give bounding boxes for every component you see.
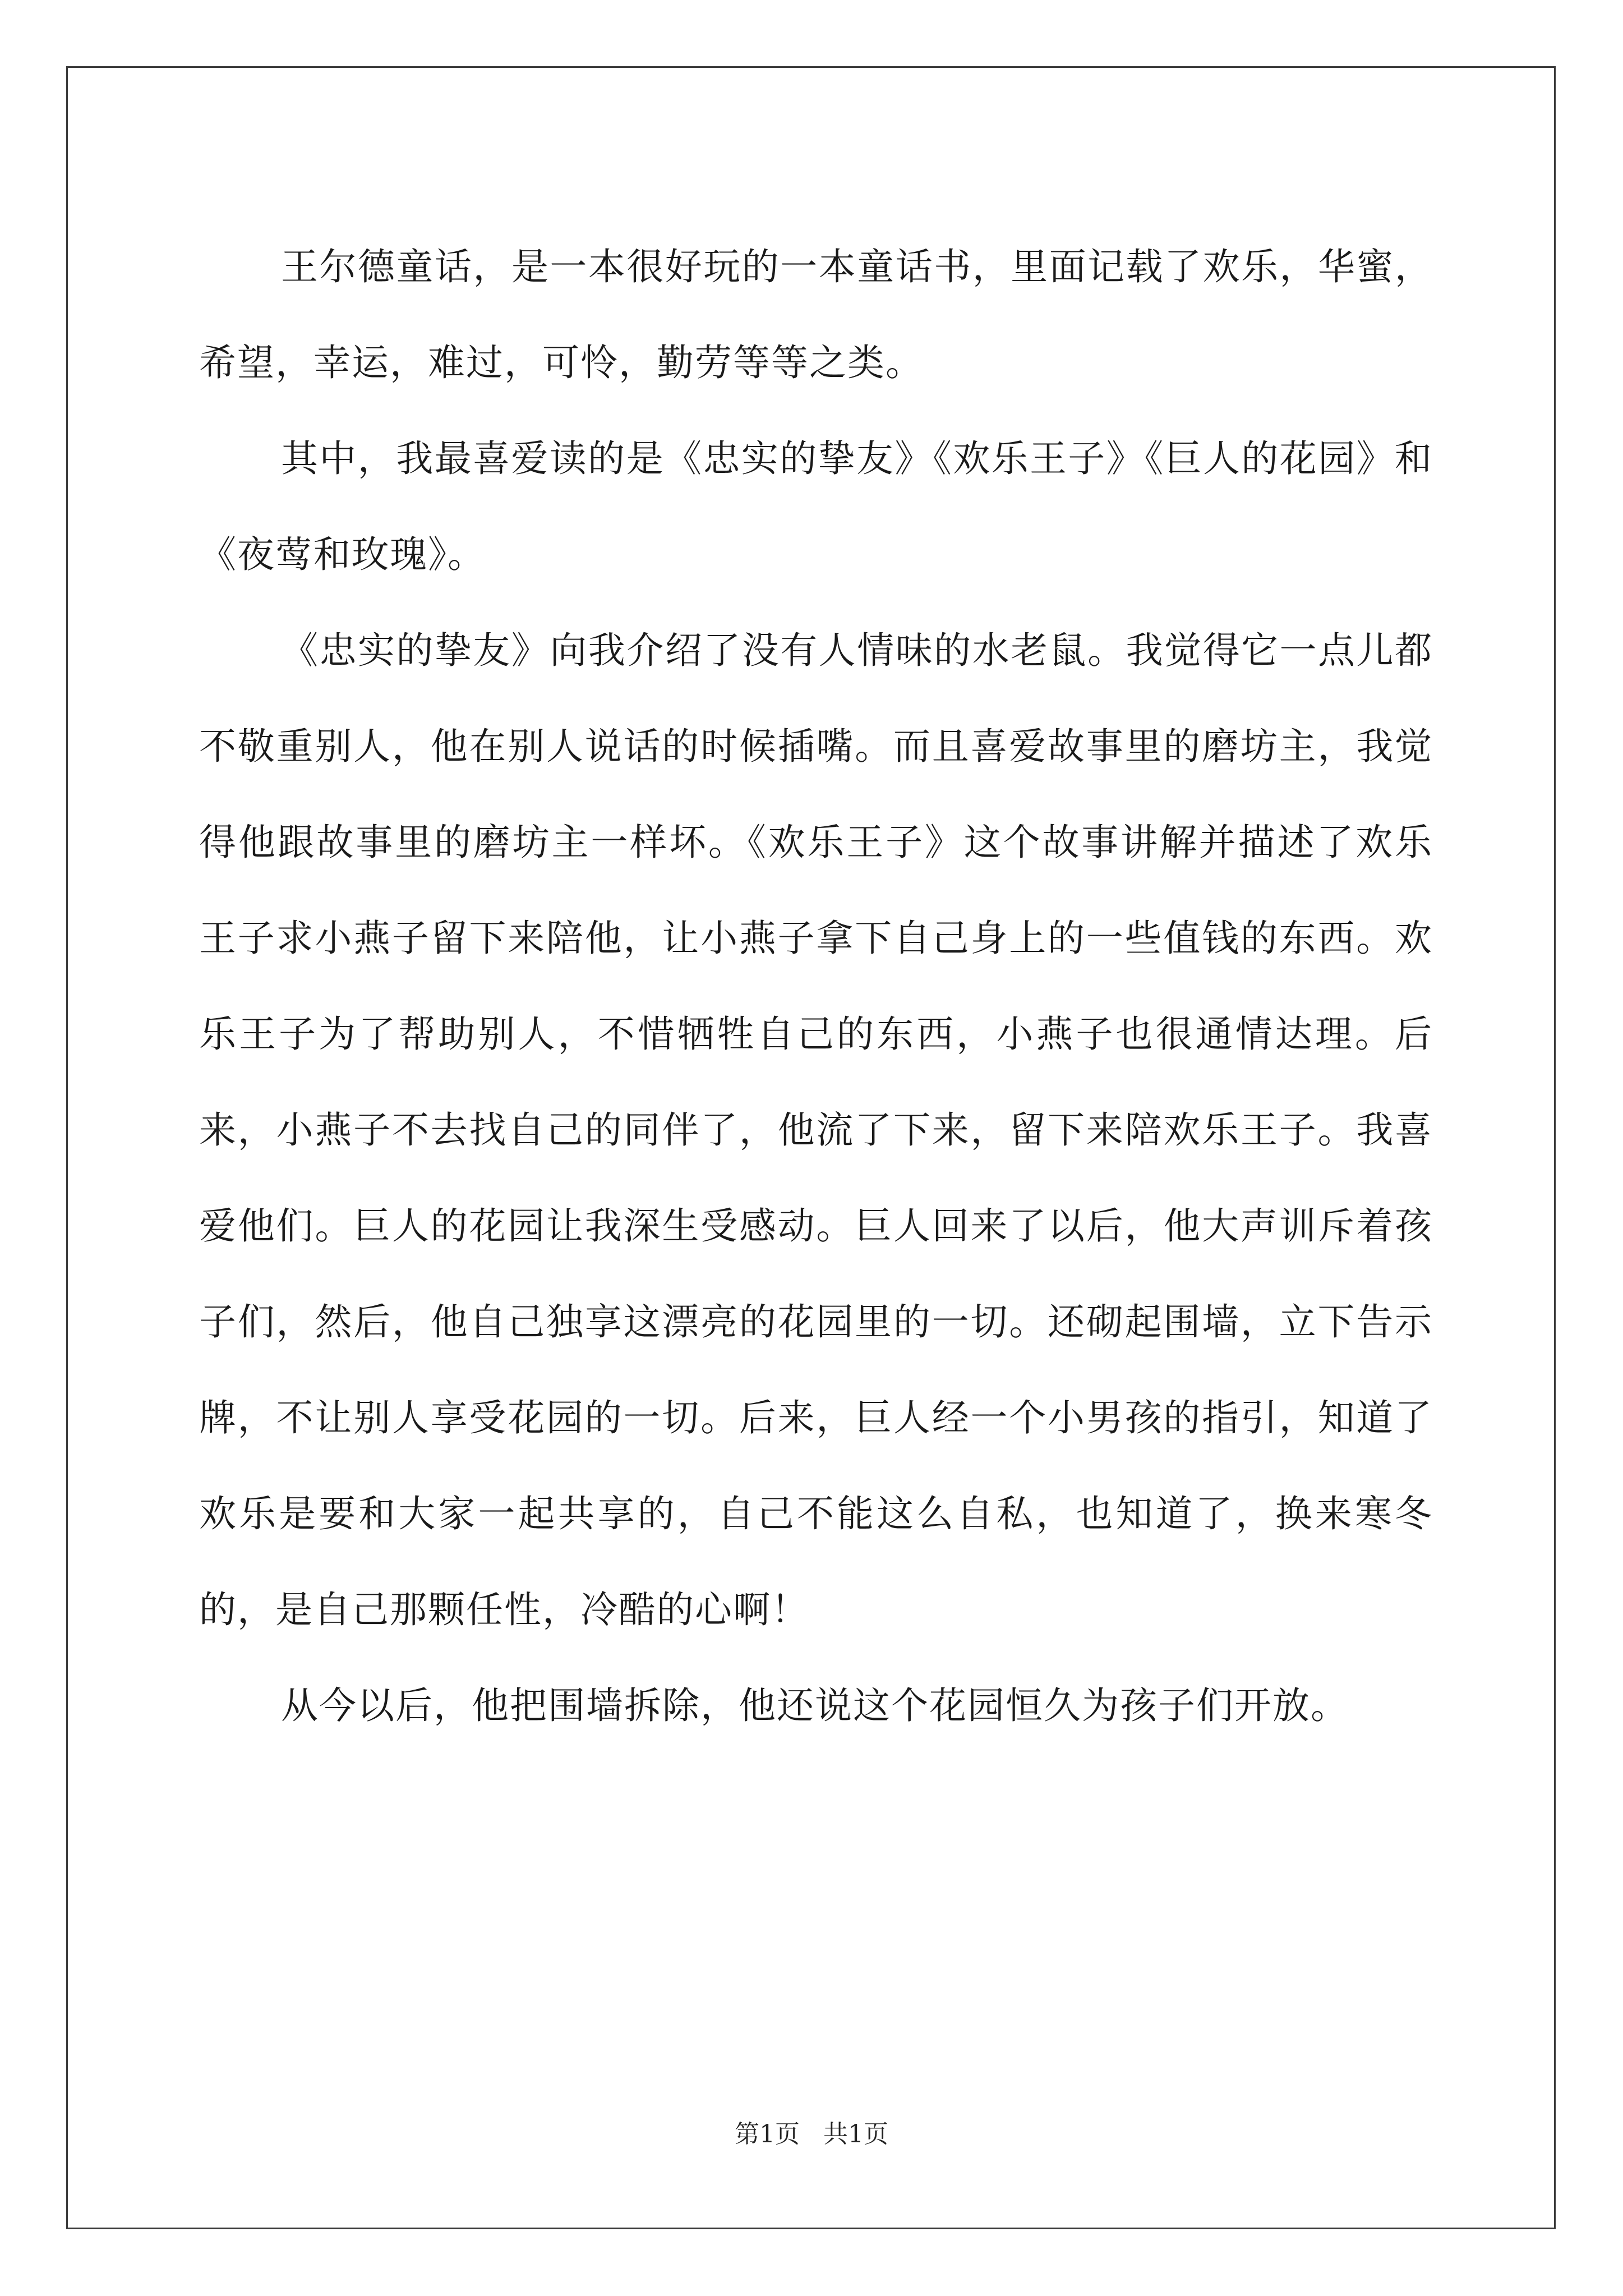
paragraph-conclusion: 从今以后，他把围墙拆除，他还说这个花园恒久为孩子们开放。 — [281, 1684, 1349, 1727]
paragraph-intro: 王尔德童话，是一本很好玩的一本童话书，里面记载了欢乐，华蜜，希望，幸运，难过，可怜，勤劳等等之类。 — [199, 245, 1433, 384]
page-number-total: 共1页 — [823, 2120, 888, 2148]
paragraph-favorites: 其中，我最喜爱读的是《忠实的挚友》《欢乐王子》《巨人的花园》和《夜莺和玫瑰》。 — [199, 437, 1433, 576]
page-footer — [0, 2118, 1623, 2151]
document-body — [199, 219, 1433, 1754]
page-number-current: 第1页 — [735, 2120, 800, 2148]
paragraph-stories: 《忠实的挚友》向我介绍了没有人情味的水老鼠。我觉得它一点儿都不敬重别人，他在别人说话的时候插嘴。而且喜爱故事里的磨坊主，我觉得他跟故事里的磨坊主一样坏。《欢乐王子》这个故事讲解并描述了欢乐王子求小燕子留下来陪他，让小燕子拿下自己身上的一些值钱的东西。欢乐王子为了帮助别人，不惜牺牲自己的东西，小燕子也很通情达理。后来，小燕子不去找自己的同伴了，他流了下来，留下来陪欢乐王子。我喜爱他们。巨人的花园让我深生受感动。巨人回来了以后，他大声训斥着孩子们，然后，他自己独享这漂亮的花园里的一切。还砌起围墙，立下告示牌，不让别人享受花园的一切。后来，巨人经一个小男孩的指引，知道了欢乐是要和大家一起共享的，自己不能这么自私，也知道了，换来寒冬的，是自己那颗任性，冷酷的心啊！ — [199, 629, 1433, 1631]
